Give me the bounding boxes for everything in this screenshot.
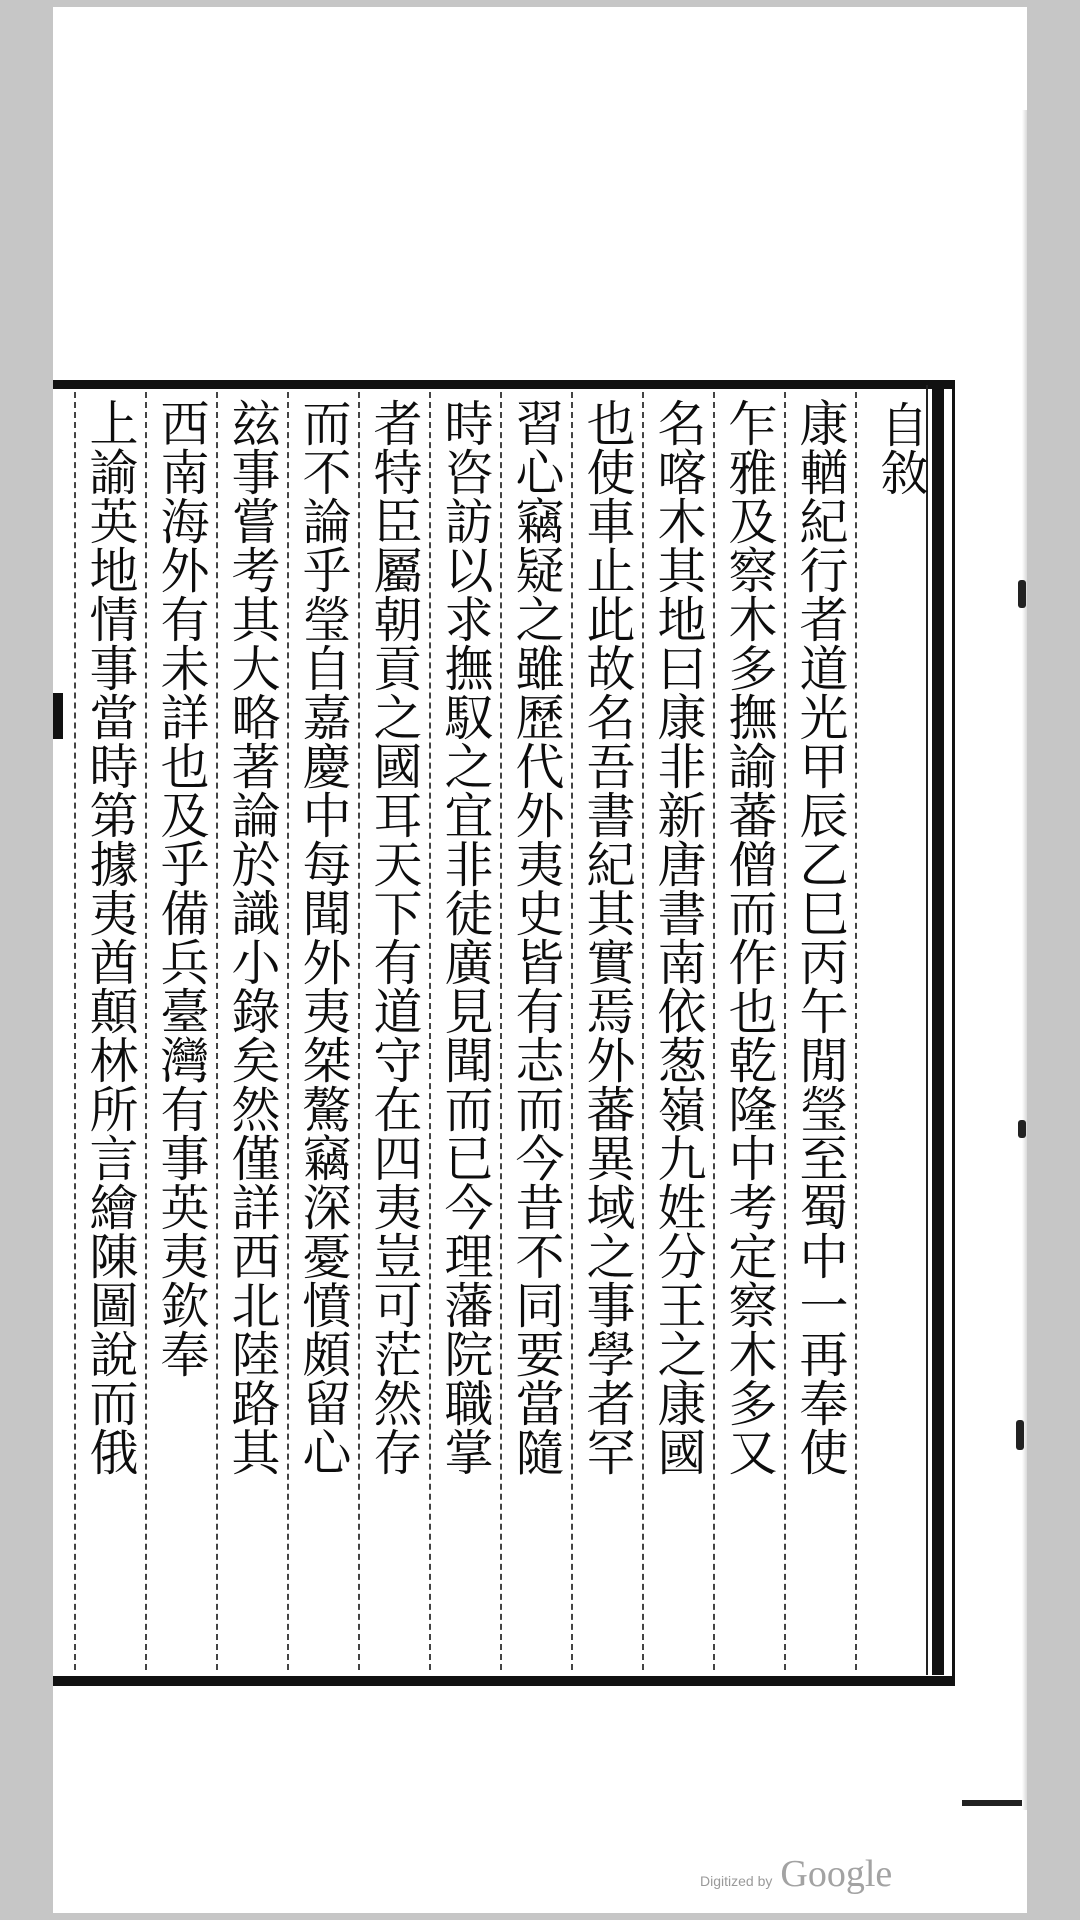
google-logo: Google (780, 1853, 893, 1895)
gutter-mark (53, 693, 63, 739)
frame-thick-border (932, 385, 944, 1675)
edge-mark (1018, 1120, 1026, 1138)
text-column: 康輶紀行者道光甲辰乙巳丙午閒瑩至蜀中一再奉使 (792, 398, 849, 1476)
edge-mark (1018, 580, 1026, 608)
text-column: 乍雅及察木多撫諭蕃僧而作也乾隆中考定察木多又 (721, 398, 778, 1476)
text-column: 時咨訪以求撫馭之宜非徒廣見聞而已今理藩院職掌 (437, 398, 494, 1476)
page-edge-shadow (1022, 110, 1027, 1810)
frame-inner-rule (926, 385, 928, 1675)
page-title: 自敘 (872, 400, 928, 496)
digitized-by-label: Digitized by (700, 1873, 773, 1889)
text-column: 西南海外有未詳也及乎備兵臺灣有事英夷欽奉 (153, 398, 210, 1378)
text-column: 而不論乎瑩自嘉慶中每聞外夷桀驁竊深憂憤頗留心 (295, 398, 352, 1476)
edge-mark (962, 1800, 1022, 1806)
text-column: 上諭英地情事當時第據夷酋顛林所言繪陳圖說而俄 (82, 398, 139, 1476)
column-rule (855, 392, 857, 1670)
text-column: 也使車止此故名吾書紀其實焉外蕃異域之事學者罕 (579, 398, 636, 1476)
text-column: 玆事嘗考其大略著論於識小錄矣然僅詳西北陸路其 (224, 398, 281, 1476)
digitized-watermark (700, 1852, 892, 1896)
text-column: 名喀木其地曰康非新唐書南依葱嶺九姓分王之康國 (650, 398, 707, 1476)
edge-mark (1016, 1420, 1024, 1450)
text-column: 習心竊疑之雖歷代外夷史皆有志而今昔不同要當隨 (508, 398, 565, 1476)
text-column: 者特臣屬朝貢之國耳天下有道守在四夷豈可茫然存 (366, 398, 423, 1476)
